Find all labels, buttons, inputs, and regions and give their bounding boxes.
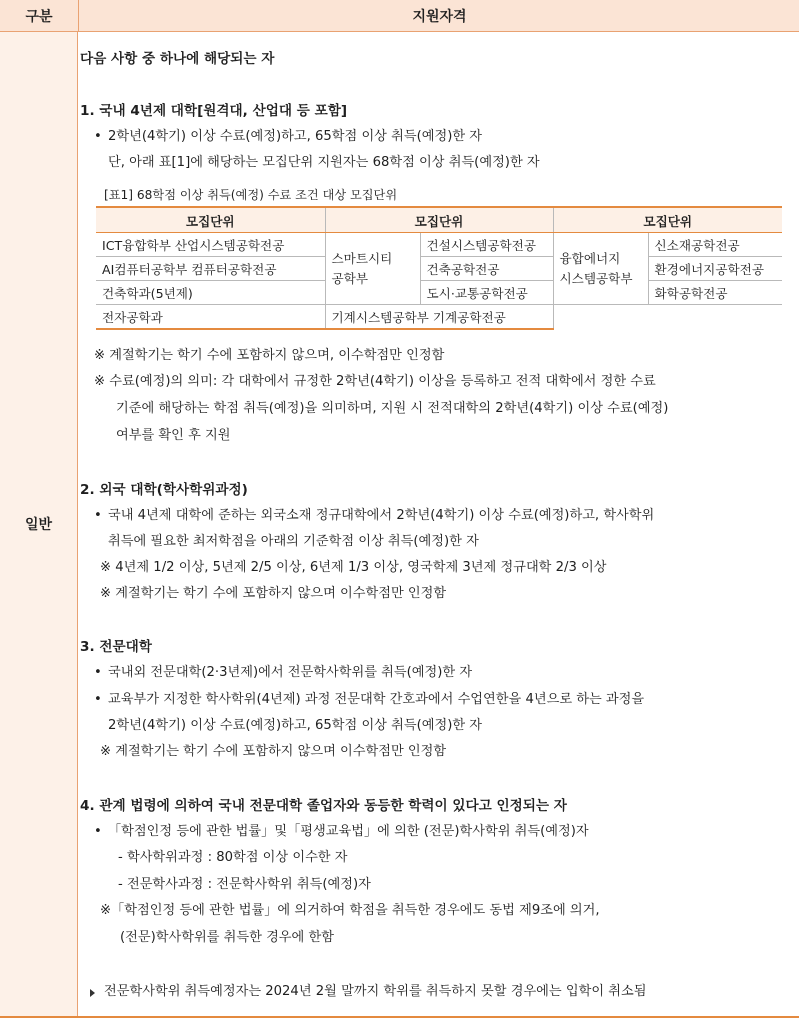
section1-title: 1. 국내 4년제 대학[원격대, 산업대 등 포함] — [80, 103, 348, 119]
table-caption: [표1] 68학점 이상 취득(예정) 수료 조건 대상 모집단위 — [104, 188, 398, 202]
section3-bullet2: • 교육부가 지정한 학사학위(4년제) 과정 전문대학 간호과에서 수업연한을 4년으로 하는 과정을 — [108, 691, 644, 709]
section4-dash2: - 전문학사과정 : 전문학사학위 취득(예정)자 — [118, 877, 371, 892]
table-cell: 건축공학전공 — [420, 257, 553, 281]
table-cell: ICT융합학부 산업시스템공학전공 — [96, 233, 325, 257]
section4-dash1: - 학사학위과정 : 80학점 이상 이수한 자 — [118, 850, 348, 865]
section4-title: 4. 관계 법령에 의하여 국내 전문대학 졸업자와 동등한 학력이 있다고 인정되는 자 — [80, 798, 567, 814]
smart-city-line1: 스마트시티 — [331, 250, 393, 266]
section1-note1: ※ 계절학기는 학기 수에 포함하지 않으며, 이수학점만 인정함 — [94, 348, 445, 363]
recruitment-unit-table — [96, 206, 782, 330]
energy-line1: 융합에너지 — [559, 250, 621, 266]
section2-bullet: • 국내 4년제 대학에 준하는 외국소재 정규대학에서 2학년(4학기) 이상 수료(예정)하고, 학사학위 — [108, 507, 654, 525]
table-header-cell: 모집단위 — [96, 207, 325, 233]
table-cell: AI컴퓨터공학부 컴퓨터공학전공 — [96, 257, 325, 281]
header-qualification: 지원자격 — [78, 0, 800, 31]
table-cell: 건축학과(5년제) — [96, 281, 325, 305]
table-row — [96, 233, 782, 257]
section1-note2-cont1: 기준에 해당하는 학점 취득(예정)을 의미하며, 지원 시 전적대학의 2학년(4학기) 이상 수료(예정) — [116, 401, 669, 416]
table-header-cell: 모집단위 — [325, 207, 553, 233]
table-header — [0, 0, 799, 32]
section4-bullet: • 「학점인정 등에 관한 법률」및「평생교육법」에 의한 (전문)학사학위 취득(예정)자 — [108, 823, 589, 841]
energy-line2: 시스템공학부 — [559, 270, 633, 286]
table-row — [96, 257, 782, 281]
section3-note: ※ 계절학기는 학기 수에 포함하지 않으며 이수학점만 인정함 — [100, 744, 447, 759]
intro-text: 다음 사항 중 하나에 해당되는 자 — [80, 51, 275, 67]
table-cell: 전자공학과 — [96, 305, 325, 330]
section3-bullet2-cont: 2학년(4학기) 이상 수료(예정)하고, 65학점 이상 취득(예정)한 자 — [108, 718, 483, 733]
smart-city-line2: 공학부 — [331, 270, 368, 286]
category-cell — [0, 32, 78, 1016]
section1-bullet: • 2학년(4학기) 이상 수료(예정)하고, 65학점 이상 취득(예정)한 자 — [108, 128, 482, 146]
table-row — [96, 281, 782, 305]
section2-note1: ※ 4년제 1/2 이상, 5년제 2/5 이상, 6년제 1/3 이상, 영국학제 3년제 정규대학 2/3 이상 — [100, 560, 607, 575]
table-cell: 기계시스템공학부 기계공학전공 — [325, 305, 553, 330]
header-category: 구분 — [25, 8, 53, 25]
section1-continuation: 단, 아래 표[1]에 해당하는 모집단위 지원자는 68학점 이상 취득(예정)한 자 — [108, 155, 540, 170]
table-cell-empty — [553, 305, 782, 330]
section4-note-cont: (전문)학사학위를 취득한 경우에 한함 — [120, 930, 334, 945]
section3-bullet1: • 국내외 전문대학(2·3년제)에서 전문학사학위를 취득(예정)한 자 — [108, 664, 472, 682]
section2-bullet-cont: 취득에 필요한 최저학점을 아래의 기준학점 이상 취득(예정)한 자 — [108, 534, 479, 549]
section3-title: 3. 전문대학 — [80, 639, 152, 655]
section1-note2-cont2: 여부를 확인 후 지원 — [116, 428, 231, 443]
table-cell-smart-city — [325, 233, 420, 305]
section2-note2: ※ 계절학기는 학기 수에 포함하지 않으며 이수학점만 인정함 — [100, 586, 447, 601]
table-cell-energy — [553, 233, 648, 305]
table-cell: 도시·교통공학전공 — [420, 281, 553, 305]
table-cell: 화학공학전공 — [648, 281, 782, 305]
table-cell: 환경에너지공학전공 — [648, 257, 782, 281]
category-label: 일반 — [24, 517, 53, 533]
footer-note: 전문학사학위 취득예정자는 2024년 2월 말까지 학위를 취득하지 못할 경우에는 입학이 취소됨 — [104, 984, 647, 999]
table-cell: 신소재공학전공 — [648, 233, 782, 257]
section1-note2: ※ 수료(예정)의 의미: 각 대학에서 규정한 2학년(4학기) 이상을 등록하고 전적 대학에서 정한 수료 — [94, 374, 656, 389]
triangle-bullet-icon — [90, 989, 95, 997]
table-header-cell: 모집단위 — [553, 207, 782, 233]
table-row — [96, 305, 782, 330]
table-cell: 건설시스템공학전공 — [420, 233, 553, 257]
table-header-row — [96, 207, 782, 233]
section4-note: ※「학점인정 등에 관한 법률」에 의거하여 학점을 취득한 경우에도 동법 제9조에 의거, — [100, 903, 600, 918]
section2-title: 2. 외국 대학(학사학위과정) — [80, 482, 248, 498]
